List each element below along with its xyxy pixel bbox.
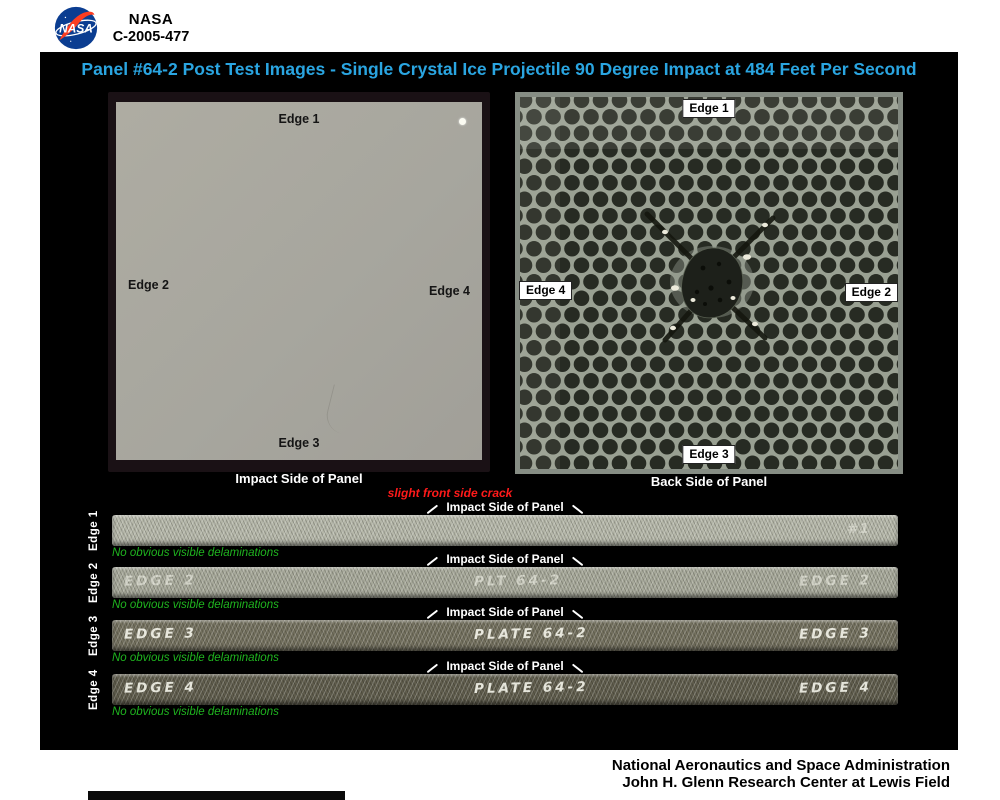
agency-name: NASA [128,11,174,28]
footer [612,757,950,791]
crack-note: slight front side crack [387,486,513,500]
impact-edge-label-bottom: Edge 3 [278,436,320,450]
strip-header-label [112,659,898,673]
svg-text:NASA: NASA [59,21,93,36]
delamination-note: No obvious visible delaminations [112,547,279,559]
handwriting-left: EDGE 2 [123,572,197,590]
impact-edge-label-top: Edge 1 [278,112,320,126]
tick-right-icon [572,505,583,515]
film-strip-bar [88,791,345,800]
impact-panel-surface [116,102,482,460]
strip-header-text: Impact Side of Panel [446,659,564,673]
back-edge-label-top: Edge 1 [682,99,735,118]
delamination-note: No obvious visible delaminations [112,652,279,664]
strip-header-text: Impact Side of Panel [446,552,564,566]
edge-strip-row-2 [88,552,900,610]
back-edge-label-right: Edge 2 [845,283,898,302]
impact-photo [108,92,490,472]
impact-caption: Impact Side of Panel [235,471,363,486]
handwriting-center: PLATE 64-2 [473,679,589,697]
tick-right-icon [572,664,583,674]
edge-strip-vertical-label: Edge 4 [88,669,100,711]
edge-strip-vertical-label: Edge 3 [88,615,100,657]
back-edge-label-bottom: Edge 3 [682,445,735,464]
handwriting-right: EDGE 4 [799,679,873,697]
edge-strip-vertical-label: Edge 2 [88,562,100,604]
impact-edge-label-left: Edge 2 [128,278,169,292]
handwriting-left: EDGE 3 [123,625,197,643]
strip-header-label [112,500,898,514]
handwriting-center: PLT 64-2 [473,572,562,590]
board-title: Panel #64-2 Post Test Images - Single Crystal Ice Projectile 90 Degree Impact at 484 Feet Per Second [81,59,917,79]
crack-mark [323,384,353,433]
photo-id-label: C-2005-477 [112,29,190,45]
tick-left-icon [427,664,438,674]
handwriting-right: EDGE 3 [799,625,873,643]
strip-header-text: Impact Side of Panel [446,605,564,619]
strip-header-label [112,552,898,566]
back-caption: Back Side of Panel [650,474,768,489]
edge-strip-photo [112,620,898,651]
edge-strip-photo [112,567,898,598]
tick-right-icon [572,610,583,620]
footer-line2: John H. Glenn Research Center at Lewis Field [622,774,950,791]
impact-edge-label-right: Edge 4 [429,284,470,298]
strip-header-text: Impact Side of Panel [446,500,564,514]
nasa-logo-icon [54,6,98,50]
back-edge-label-left: Edge 4 [519,281,572,300]
paint-speck [459,118,466,125]
delamination-note: No obvious visible delaminations [112,599,279,611]
handwriting-right: EDGE 2 [799,572,873,590]
edge-strip-row-4 [88,659,900,717]
edge-strip-photo [112,674,898,705]
edge-strip-photo [112,515,898,546]
strip-header-label [112,605,898,619]
tick-right-icon [572,557,583,567]
footer-line1: National Aeronautics and Space Administration [611,757,950,774]
tick-left-icon [427,610,438,620]
handwriting-center: PLATE 64-2 [473,625,589,643]
tick-left-icon [427,557,438,567]
handwriting-left: EDGE 4 [123,679,197,697]
handwriting-right: #1 [847,520,873,538]
edge-strip-row-3 [88,605,900,663]
back-photo [515,92,903,474]
edge-strip-row-1 [88,500,900,558]
delamination-note: No obvious visible delaminations [112,706,279,718]
tick-left-icon [427,505,438,515]
header-text [96,11,206,45]
edge-strip-vertical-label: Edge 1 [88,510,100,552]
